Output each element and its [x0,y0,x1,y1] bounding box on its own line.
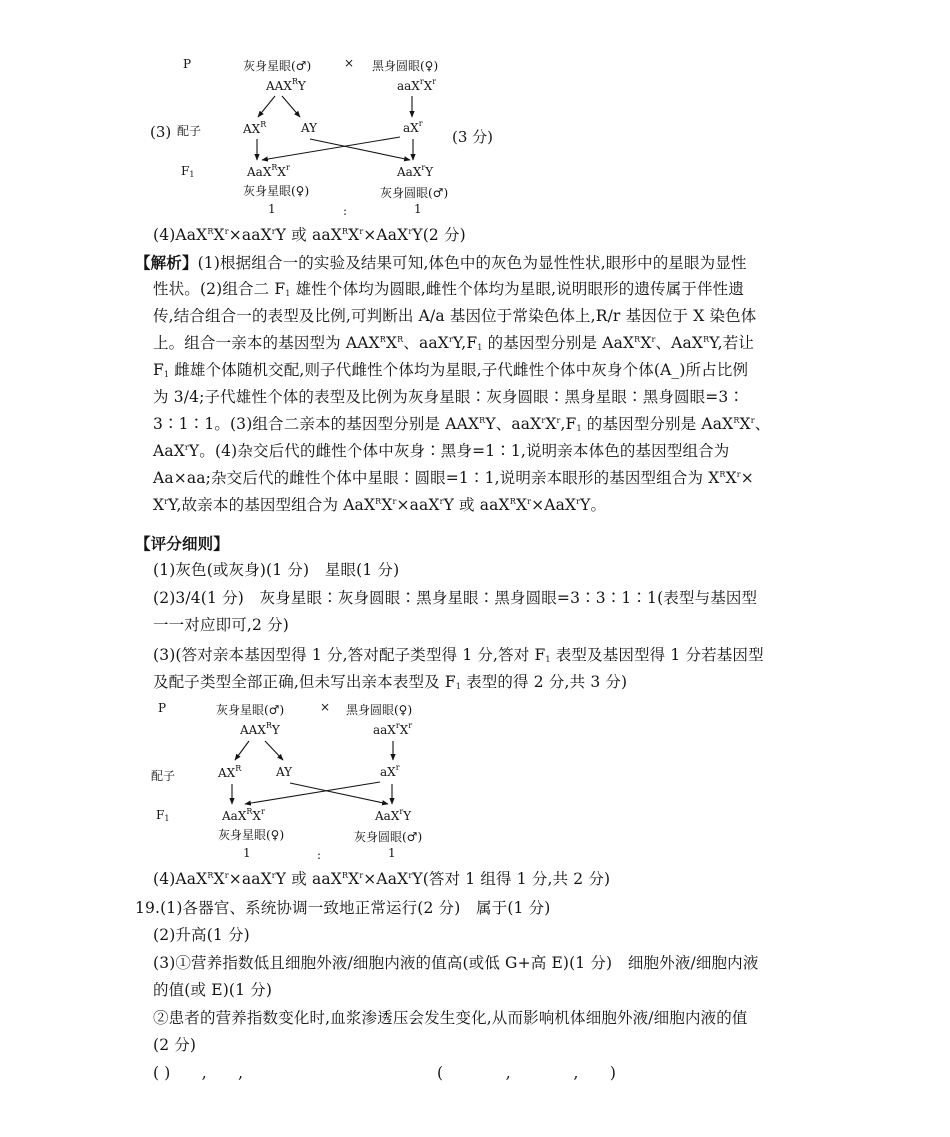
offspring-2-genotype: AaX$^r$Y [397,163,434,179]
gamete-label-2: 配子 [151,769,176,783]
analysis-line-8: AaX$^r$Y。(4)杂交后代的雌性个体中灰身∶黑身=1∶1,说明亲本体色的基因型组合为 [153,442,730,460]
female-parent-phenotype-2: 黑身圆眼(♀) [346,703,413,717]
answer-4: $(4)AaX^RX^r\times aaX^rY$ 或 $aaX^RX^r\times AaX^rY(2$ 分) [153,226,466,244]
male-genotype: $AAX^RY$ [266,77,306,93]
q19-line-1: 19.(1)各器官、系统协调一致地正常运行(2 分) 属于(1 分) [135,899,551,917]
analysis-line-10: $X^rY$,故亲本的基因型组合为 $AaX^RX^r\times aaX^rY$ 或 $aaX^RX^r\times AaX^rY$。 [153,496,607,514]
p-label-2: P [158,701,167,715]
analysis-line-5: $F_1$ 雌雄个体随机交配,则子代雌性个体均为星眼,子代雌性个体中灰身个体(A_)所占比例 [153,361,749,379]
arrow-parent-to-gamete-2 [282,96,300,117]
analysis-line-3: 传,结合组合一的表型及比例,可判断出 A/a 基因位于常染色体上,R/r 基因位于 X 染色体 [153,307,757,325]
gamete-3: $aX^r$ [403,119,423,135]
arrow2-parent-to-gamete-1 [235,741,249,760]
cross-symbol: × [344,56,355,70]
female-parent-phenotype: 黑身圆眼(♀) [372,59,439,73]
ratio-right-2: 1 [388,846,396,860]
q19-footer-left: ( ) , , [153,1064,244,1082]
offspring-2-phenotype: 灰身圆眼(♂) [380,186,449,200]
scoring-line-5: 及配子类型全部正确,但未写出亲本表型及 $F_1$ 表型的得 2 分,共 3 分) [153,673,628,691]
gamete-1: $AX^R$ [243,120,267,136]
ratio-left: 1 [268,202,276,216]
q19-line-5: ②患者的营养指数变化时,血浆渗透压会发生变化,从而影响机体细胞外液/细胞内液的值 [153,1009,748,1027]
analysis-line-9: Aa×aa;杂交后代的雌性个体中星眼∶圆眼=1∶1,说明亲本眼形的基因型组合为 $X^RX^r\times$ [153,469,754,487]
offspring-1-phenotype-2: 灰身星眼(♀) [218,828,285,842]
analysis-line-2: 性状。(2)组合二 $F_1$ 雄性个体均为圆眼,雌性个体均为星眼,说明眼形的遗传属于伴性遗 [153,280,744,298]
arrow2-parent-to-gamete-2 [265,741,283,760]
q19-line-6: (2 分) [153,1036,197,1054]
q19-number: 19. [135,899,161,917]
arrow-parent-to-gamete-1 [258,96,275,117]
offspring-2-genotype-2: AaX$^r$Y [375,807,412,823]
male-genotype-2: $AAX^RY$ [240,721,280,737]
scoring-title: 【评分细则】 [135,534,229,553]
scoring-4: $(4)AaX^RX^r\times aaX^rY$ 或 $aaX^RX^r\times AaX^rY$(答对 1 组得 1 分,共 2 分) [153,870,611,888]
f1-label: $F_1$ [181,164,195,179]
ratio-left-2: 1 [243,846,251,860]
female-genotype: $aaX^rX^r$ [397,77,437,93]
female-genotype-2: $aaX^rX^r$ [373,721,413,737]
ratio-separator-2: : [317,848,322,862]
scoring-line-2: (2)3/4(1 分) 灰身星眼∶灰身圆眼∶黑身星眼∶黑身圆眼=3∶3∶1∶1(表型与基因型 [153,589,758,607]
q19-line-2: (2)升高(1 分) [153,926,250,944]
analysis-line-1: 【解析】(1)根据组合一的实验及结果可知,体色中的灰色为显性性状,眼形中的星眼为显性 [135,253,747,272]
ratio-separator: : [343,204,348,218]
offspring-1-phenotype: 灰身星眼(♀) [243,184,310,198]
gamete-3-2: $aX^r$ [380,763,400,779]
analysis-line-4: 上。组合一亲本的基因型为 $AAX^RX^R$、$aaX^rY,F_1$ 的基因型分别是 $AaX^RX^r$、AaX$^R$Y,若让 [153,334,755,352]
gamete-1-2: $AX^R$ [218,764,242,780]
analysis-line-6: 为 3/4;子代雄性个体的表型及比例为灰身星眼∶灰身圆眼∶黑身星眼∶黑身圆眼=3∶ [153,388,745,406]
offspring-1-genotype-2: $AaX^RX^r$ [222,807,265,823]
gamete-label: 配子 [177,124,202,138]
analysis-title: 【解析】 [135,253,198,272]
scoring-line-4: (3)(答对亲本基因型得 1 分,答对配子类型得 1 分,答对 $F_1$ 表型及基因型得 1 分若基因型 [153,646,764,664]
arrow-gamete-3-cross [262,137,400,160]
gamete-2-2: AY [276,765,293,779]
cross-symbol-2: × [320,700,331,714]
gamete-2: AY [301,121,318,135]
scoring-line-3: 一一对应即可,2 分) [153,616,289,634]
ratio-right: 1 [414,202,422,216]
q19-line-3: (3)①营养指数低且细胞外液/细胞内液的值高(或低 G+高 E)(1 分) 细胞外液/细胞内液 [153,954,759,972]
analysis-line-7: 3∶1∶1。(3)组合二亲本的基因型分别是 $AAX^RY$、$aaX^rX^r,F_1$ 的基因型分别是 $AaX^RX^r$、 [153,415,771,433]
q19-line-4: 的值(或 E)(1 分) [153,981,273,999]
score-label: (3 分) [452,128,494,146]
f1-label-2: $F_1$ [156,808,170,823]
q19-footer-right: ( , , ) [437,1064,617,1082]
offspring-2-phenotype-2: 灰身圆眼(♂) [354,830,423,844]
p-label: P [183,57,192,71]
scoring-line-1: (1)灰色(或灰身)(1 分) 星眼(1 分) [153,561,400,579]
male-parent-phenotype-2: 灰身星眼(♂) [216,703,285,717]
offspring-1-genotype: $AaX^RX^r$ [247,163,290,179]
male-parent-phenotype: 灰身星眼(♂) [243,59,312,73]
section-label: (3) [150,123,172,141]
arrow2-gamete-3-cross [245,782,380,804]
arrow2-gamete-2-cross [290,783,388,804]
